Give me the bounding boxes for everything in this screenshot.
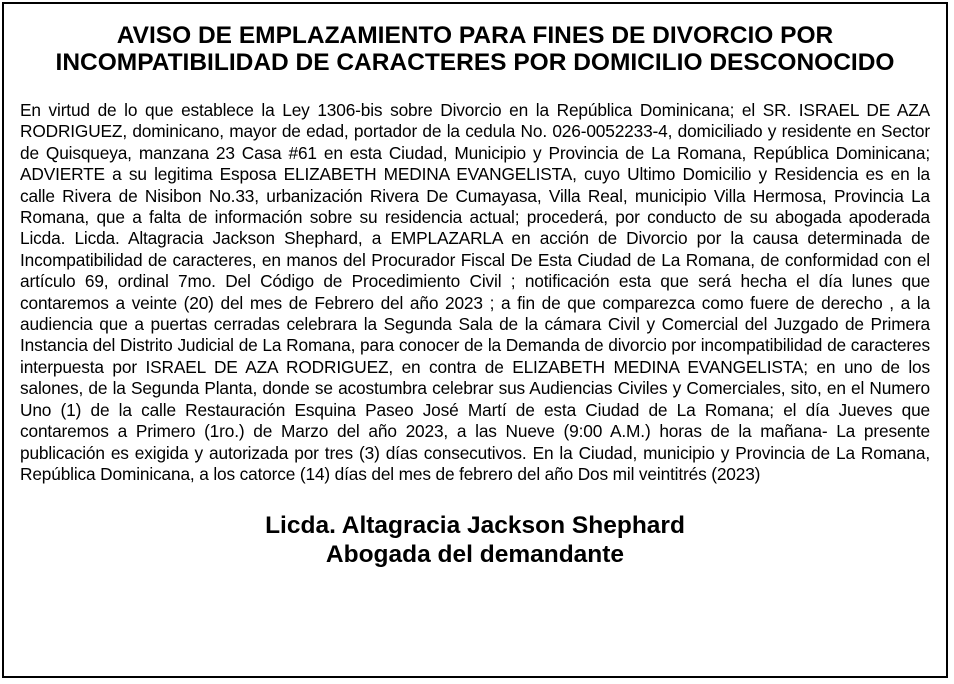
- legal-notice: [2, 2, 948, 678]
- notice-body: En virtud de lo que establece la Ley 1306-bis sobre Divorcio en la República Dominicana; el SR. ISRAEL DE AZA RODRIGUEZ, dominicano, mayor de edad, portador de la cedula No. 026-0052233-4, domiciliado y residente en Sector de Quisqueya, manzana 23 Casa #61 en esta Ciudad, Municipio y Provincia de La Romana, República Dominicana; ADVIERTE a su legitima Esposa ELIZABETH MEDINA EVANGELISTA, cuyo Ultimo Domicilio y Residencia es en la calle Rivera de Nisibon No.33, urbanización Rivera De Cumayasa, Villa Real, municipio Villa Hermosa, Provincia La Romana, que a falta de información sobre su residencia actual; procederá, por conducto de su abogada apoderada Licda. Licda. Altagracia Jackson Shephard, a EMPLAZARLA en acción de Divorcio por la causa determinada de Incompatibilidad de caracteres, en manos del Procurador Fiscal De Esta Ciudad de La Romana, de conformidad con el artículo 69, ordinal 7mo. Del Código de Procedimiento Civil ; notificación esta que será hecha el día lunes que contaremos a veinte (20) del mes de Febrero del año 2023 ; a fin de que comparezca como fuere de derecho , a la audiencia que a puertas cerradas celebrara la Segunda Sala de la cámara Civil y Comercial del Juzgado de Primera Instancia del Distrito Judicial de La Romana, para conocer de la Demanda de divorcio por incompatibilidad de caracteres interpuesta por ISRAEL DE AZA RODRIGUEZ, en contra de ELIZABETH MEDINA EVANGELISTA; en uno de los salones, de la Segunda Planta, donde se acostumbra celebrar sus Audiencias Civiles y Comerciales, sito, en el Numero Uno (1) de la calle Restauración Esquina Paseo José Martí de esta Ciudad de La Romana; el día Jueves que contaremos a Primero (1ro.) de Marzo del año 2023, a las Nueve (9:00 A.M.) horas de la mañana- La presente publicación es exigida y autorizada por tres (3) días consecutivos. En la Ciudad, municipio y Provincia de La Romana, República Dominicana, a los catorce (14) días del mes de febrero del año Dos mil veintitrés (2023): [20, 100, 930, 484]
- signature-block: [4, 511, 946, 569]
- signature-name: Licda. Altagracia Jackson Shephard: [265, 512, 685, 540]
- notice-title: AVISO DE EMPLAZAMIENTO PARA FINES DE DIVORCIO POR INCOMPATIBILIDAD DE CARACTERES POR DOMICILIO DESCONOCIDO: [55, 22, 895, 76]
- signature-role: Abogada del demandante: [325, 541, 625, 569]
